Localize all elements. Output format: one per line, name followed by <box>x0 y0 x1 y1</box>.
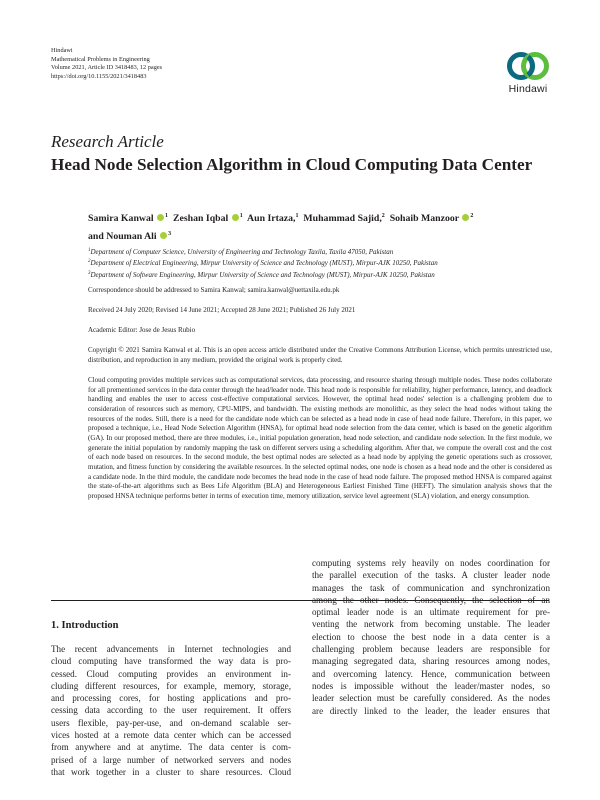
affil-marker: 1 <box>165 213 169 219</box>
author-list <box>88 209 568 244</box>
publication-dates: Received 24 July 2020; Revised 14 June 2021; Accepted 28 June 2021; Published 26 July 2021 <box>88 306 356 314</box>
author-name[interactable]: Sohaib Manzoor <box>389 213 459 224</box>
hindawi-logo <box>500 50 556 95</box>
affil-marker: 2 <box>470 213 474 219</box>
orcid-icon[interactable] <box>160 232 167 239</box>
affil-marker: 1 <box>239 213 243 219</box>
affil-marker: 2 <box>381 213 385 219</box>
text-line: cloud computing have transformed the way data is pro- <box>51 656 291 667</box>
text-line: managing segregated data, sharing resources among nodes, <box>312 656 550 667</box>
academic-editor: Academic Editor: Jose de Jesus Rubio <box>88 326 196 334</box>
text-line: vices hosted at a remote data center which can be accessed <box>51 730 291 741</box>
author-name[interactable]: Muhammad Sajid, <box>303 213 382 224</box>
text-line: cessed. Cloud computing provides an environment in- <box>51 668 291 679</box>
text-line: cluding different resources, for example, memory, storage, <box>51 680 291 691</box>
volume-info: Volume 2021, Article ID 3418483, 12 pages <box>51 64 163 72</box>
text-line: nodes is impossible without the leader/master nodes, so <box>312 680 550 691</box>
text-line: prised of a large number of networked servers and nodes <box>51 754 291 765</box>
hindawi-rings-icon <box>506 50 550 82</box>
text-line: that work together in a cluster to share resources. Cloud <box>51 766 291 777</box>
orcid-icon[interactable] <box>232 214 239 221</box>
affiliation: $^3$Department of Software Engineering, Mirpur University of Science and Technology (MUST), Mirpur-AJK 10250, Pakistan <box>88 270 435 279</box>
text-line: The recent advancements in Internet technologies and <box>51 644 291 654</box>
text-line: venting the network from becoming unstable. The leader <box>312 619 550 630</box>
text-line: and processing cores, for hosting applications and pro- <box>51 693 291 704</box>
text-line: from anywhere and at anytime. The data center is com- <box>51 742 291 753</box>
page-title: Head Node Selection Algorithm in Cloud Computing Data Center <box>51 155 533 174</box>
correspondence: Correspondence should be addressed to Samira Kanwal; samira.kanwal@uettaxila.edu.pk <box>88 286 340 294</box>
body-column-left <box>51 643 291 778</box>
logo-wordmark: Hindawi <box>508 83 548 95</box>
text-line: leader selection must be carefully considered. As the nodes <box>312 693 550 704</box>
text-line: users flexible, pay-per-use, and on-demand scalable ser- <box>51 717 291 728</box>
author-name[interactable]: Aun Irtaza, <box>247 213 296 224</box>
orcid-icon[interactable] <box>157 214 164 221</box>
affiliation: $^1$Department of Computer Science, University of Engineering and Technology Taxila, Taxila 47050, Pakistan <box>88 248 394 256</box>
text-line: cessing data according to the user requirement. It offers <box>51 705 291 716</box>
author-name[interactable]: and Nouman Ali <box>88 230 157 242</box>
text-line: are directly linked to the leader, the leader ensures that <box>312 705 550 716</box>
affil-marker: 1 <box>295 213 299 219</box>
text-line: optimal leader node is an ultimate requirement for pre- <box>312 607 550 618</box>
affiliations <box>88 246 438 280</box>
text-line: the parallel execution of the tasks. A cluster leader node <box>312 570 550 581</box>
body-column-right <box>312 557 550 717</box>
text-line: election to choose the best node in a data center is a <box>312 631 550 642</box>
text-line: manages the task of communication and synchronization <box>312 582 550 593</box>
copyright-notice: Copyright © 2021 Samira Kanwal et al. This is an open access article distributed under the Creative Commons Attribution License, which permits unrestricted use, distribution, and reproduction in any medium, provided the original work is properly cited. <box>88 346 552 364</box>
text-line: and overcoming latency. Hence, communication between <box>312 668 550 679</box>
doi-link[interactable]: https://doi.org/10.1155/2021/3418483 <box>51 72 147 80</box>
publisher-name: Hindawi <box>51 47 73 54</box>
journal-header <box>51 47 162 81</box>
text-line: computing systems rely heavily on nodes coordination for <box>312 558 550 568</box>
affiliation: $^2$Department of Electrical Engineering, Mirpur University of Science and Technology (MUST), Mirpur-AJK 10250, Pakistan <box>88 259 438 268</box>
orcid-icon[interactable] <box>462 214 469 221</box>
text-line: challenging problem because leaders are responsible for <box>312 644 550 655</box>
abstract: Cloud computing provides multiple services such as computational services, data processing, and resource sharing through multiple nodes. These nodes collaborate for all prementioned services in the data center through the head/leader node. This head node is responsible for reliability, higher performance, latency, and deadlock handling and enables the user to access cost-effective computational services. However, the optimal head nodes' selection is a challenging problem due to consideration of resources such as memory, CPU-MIPS, and bandwidth. The existing methods are monolithic, as they select the head nodes without taking the resources of the nodes. Still, there is a need for the candidate node which can be selected as a head node in case of head node failure. Therefore, in this paper, we proposed a technique, i.e., Head Node Selection Algorithm (HNSA), for optimal head node selection from the data center, which is based on the genetic algorithm (GA). In our proposed method, there are three modules, i.e., initial population generation, head node selection, and candidate node selection. In the first module, we generate the initial population by randomly mapping the task on different servers using a scheduling algorithm. After that, we compute the overall cost and the cost of each node based on resources. In the second module, the best optimal nodes are selected as a head node by applying the genetic operations such as crossover, mutation, and fitness function by considering the available resources. In the selected optimal nodes, one node is chosen as a head node and the other is considered as a candidate node. In the third module, the candidate node becomes the head node in the case of head node failure. The proposed method HNSA is compared against the state-of-the-art algorithms such as Bees Life Algorithm (BLA) and Heterogeneous Earliest Finished Time (HEFT). The simulation analysis shows that the proposed HNSA technique performs better in terms of execution time, memory utilization, service level agreement (SLA) violation, and energy consumption. <box>88 376 552 500</box>
affil-marker: 3 <box>168 230 172 237</box>
article-type: Research Article <box>51 132 164 151</box>
section-title: 1. Introduction <box>51 620 119 631</box>
journal-name: Mathematical Problems in Engineering <box>51 55 150 63</box>
text-line: among the other nodes. Consequently, the selection of an <box>312 594 550 605</box>
author-name[interactable]: Samira Kanwal <box>88 213 154 224</box>
author-name[interactable]: Zeshan Iqbal <box>172 213 229 224</box>
